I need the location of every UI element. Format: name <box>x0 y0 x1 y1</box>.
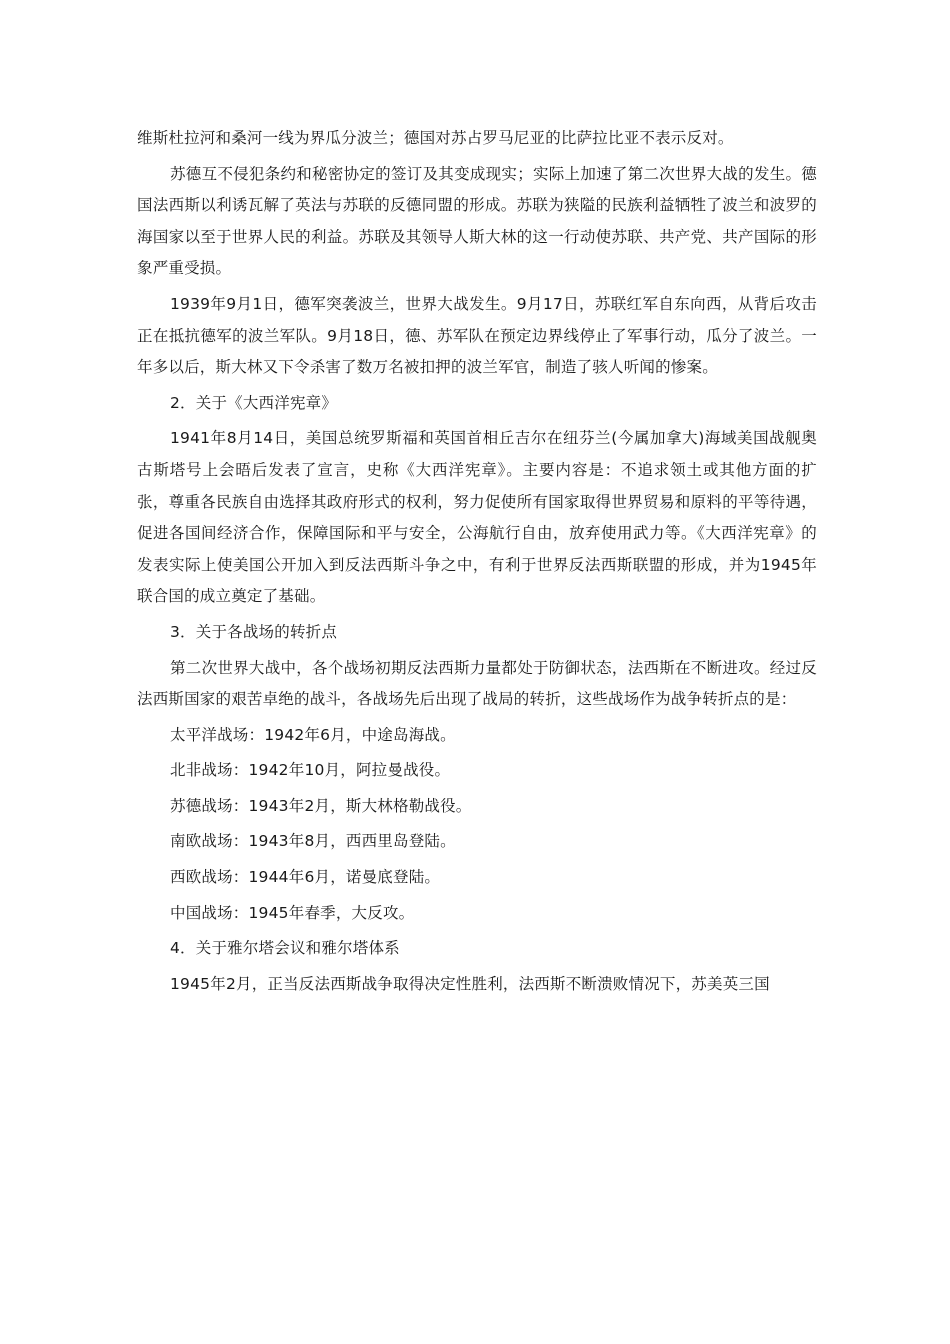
paragraph-yalta: 1945年2月，正当反法西斯战争取得决定性胜利，法西斯不断溃败情况下，苏美英三国 <box>170 974 770 993</box>
document-body <box>137 123 817 1004</box>
section-heading-turning-points: 3．关于各战场的转折点 <box>170 622 338 641</box>
list-item-soviet-german: 苏德战场：1943年2月，斯大林格勒战役。 <box>170 796 472 815</box>
section-heading-yalta: 4．关于雅尔塔会议和雅尔塔体系 <box>170 939 400 958</box>
paragraph-turning-points-intro: 第二次世界大战中，各个战场初期反法西斯力量都处于防御状态，法西斯在不断进攻。经过反法西斯国家的艰苦卓绝的战斗，各战场先后出现了战局的转折，这些战场作为战争转折点的是： <box>137 658 817 709</box>
list-item-western-europe: 西欧战场：1944年6月，诺曼底登陆。 <box>170 868 441 887</box>
paragraph-atlantic-charter: 1941年8月14日，美国总统罗斯福和英国首相丘吉尔在纽芬兰(今属加拿大)海域美国战舰奥古斯塔号上会晤后发表了宣言，史称《大西洋宪章》。主要内容是：不追求领土或其他方面的扩张，尊重各民族自由选择其政府形式的权利，努力促使所有国家取得世界贸易和原料的平等待遇，促进各国间经济合作，保障国际和平与安全，公海航行自由，放弃使用武力等。《大西洋宪章》的发表实际上使美国公开加入到反法西斯斗争之中，有利于世界反法西斯联盟的形成，并为1945年联合国的成立奠定了基础。 <box>137 429 817 606</box>
list-item-southern-europe: 南欧战场：1943年8月，西西里岛登陆。 <box>170 832 456 851</box>
list-item-north-africa: 北非战场：1942年10月，阿拉曼战役。 <box>170 761 451 780</box>
section-heading-atlantic-charter: 2．关于《大西洋宪章》 <box>170 393 338 412</box>
paragraph-soviet-german-pact: 苏德互不侵犯条约和秘密协定的签订及其变成现实；实际上加速了第二次世界大战的发生。德国法西斯以利诱瓦解了英法与苏联的反德同盟的形成。苏联为狭隘的民族利益牺牲了波兰和波罗的海国家以至于世界人民的利益。苏联及其领导人斯大林的这一行动使苏联、共产党、共产国际的形象严重受损。 <box>137 164 817 278</box>
list-item-pacific: 太平洋战场：1942年6月，中途岛海战。 <box>170 725 456 744</box>
paragraph-continuation: 维斯杜拉河和桑河一线为界瓜分波兰；德国对苏占罗马尼亚的比萨拉比亚不表示反对。 <box>137 129 734 147</box>
list-item-china: 中国战场：1945年春季，大反攻。 <box>170 903 415 922</box>
paragraph-poland-invasion: 1939年9月1日，德军突袭波兰，世界大战发生。9月17日，苏联红军自东向西，从背后攻击正在抵抗德军的波兰军队。9月18日，德、苏军队在预定边界线停止了军事行动，瓜分了波兰。一年多以后，斯大林又下令杀害了数万名被扣押的波兰军官，制造了骇人听闻的惨案。 <box>137 294 817 377</box>
